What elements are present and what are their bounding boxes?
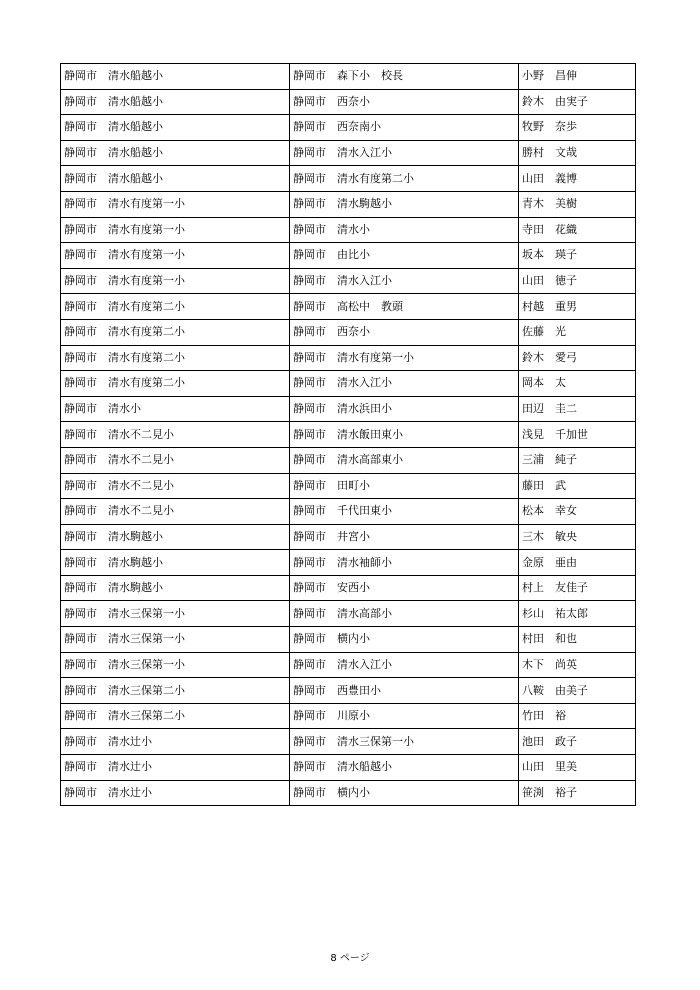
table-row <box>61 729 636 755</box>
person-name-cell: 山田 里美 <box>519 755 636 781</box>
destination-school-cell: 静岡市 清水駒越小 <box>61 575 290 601</box>
table-row <box>61 345 636 371</box>
person-name-cell: 田辺 圭二 <box>519 396 636 422</box>
person-name-cell: 青木 美樹 <box>519 191 636 217</box>
person-name-cell: 木下 尚英 <box>519 652 636 678</box>
origin-school-cell: 静岡市 由比小 <box>290 243 519 269</box>
origin-school-cell: 静岡市 清水入江小 <box>290 652 519 678</box>
table-row <box>61 294 636 320</box>
origin-school-cell: 静岡市 清水有度第二小 <box>290 166 519 192</box>
roster-table-body <box>61 64 636 806</box>
destination-school-cell: 静岡市 清水有度第一小 <box>61 217 290 243</box>
person-name-cell: 浅見 千加世 <box>519 422 636 448</box>
destination-school-cell: 静岡市 清水船越小 <box>61 115 290 141</box>
table-row <box>61 473 636 499</box>
origin-school-cell: 静岡市 清水入江小 <box>290 371 519 397</box>
table-row <box>61 166 636 192</box>
person-name-cell: 笹渕 裕子 <box>519 780 636 806</box>
destination-school-cell: 静岡市 清水三保第一小 <box>61 601 290 627</box>
origin-school-cell: 静岡市 清水小 <box>290 217 519 243</box>
table-row <box>61 115 636 141</box>
page-number: 8 ページ <box>330 953 370 964</box>
destination-school-cell: 静岡市 清水辻小 <box>61 780 290 806</box>
destination-school-cell: 静岡市 清水不二見小 <box>61 473 290 499</box>
origin-school-cell: 静岡市 清水高部東小 <box>290 447 519 473</box>
table-row <box>61 627 636 653</box>
destination-school-cell: 静岡市 清水駒越小 <box>61 524 290 550</box>
person-name-cell: 杉山 祐太郎 <box>519 601 636 627</box>
origin-school-cell: 静岡市 清水船越小 <box>290 755 519 781</box>
person-name-cell: 村上 友佳子 <box>519 575 636 601</box>
destination-school-cell: 静岡市 清水有度第一小 <box>61 268 290 294</box>
destination-school-cell: 静岡市 清水有度第二小 <box>61 371 290 397</box>
destination-school-cell: 静岡市 清水有度第二小 <box>61 345 290 371</box>
table-row <box>61 89 636 115</box>
origin-school-cell: 静岡市 高松中 教頭 <box>290 294 519 320</box>
origin-school-cell: 静岡市 西奈南小 <box>290 115 519 141</box>
roster-table <box>60 63 636 806</box>
person-name-cell: 竹田 裕 <box>519 703 636 729</box>
destination-school-cell: 静岡市 清水不二見小 <box>61 447 290 473</box>
destination-school-cell: 静岡市 清水有度第二小 <box>61 294 290 320</box>
person-name-cell: 藤田 武 <box>519 473 636 499</box>
destination-school-cell: 静岡市 清水船越小 <box>61 166 290 192</box>
person-name-cell: 村越 重男 <box>519 294 636 320</box>
person-name-cell: 寺田 花織 <box>519 217 636 243</box>
person-name-cell: 池田 政子 <box>519 729 636 755</box>
origin-school-cell: 静岡市 清水駒越小 <box>290 191 519 217</box>
origin-school-cell: 静岡市 清水入江小 <box>290 268 519 294</box>
destination-school-cell: 静岡市 清水三保第一小 <box>61 627 290 653</box>
destination-school-cell: 静岡市 清水不二見小 <box>61 422 290 448</box>
origin-school-cell: 静岡市 清水入江小 <box>290 140 519 166</box>
person-name-cell: 鈴木 愛弓 <box>519 345 636 371</box>
person-name-cell: 金原 亜由 <box>519 550 636 576</box>
destination-school-cell: 静岡市 清水有度第一小 <box>61 191 290 217</box>
table-row <box>61 703 636 729</box>
destination-school-cell: 静岡市 清水船越小 <box>61 64 290 90</box>
origin-school-cell: 静岡市 西奈小 <box>290 89 519 115</box>
table-row <box>61 678 636 704</box>
table-row <box>61 780 636 806</box>
table-row <box>61 499 636 525</box>
person-name-cell: 鈴木 由実子 <box>519 89 636 115</box>
destination-school-cell: 静岡市 清水小 <box>61 396 290 422</box>
table-row <box>61 550 636 576</box>
table-row <box>61 652 636 678</box>
table-row <box>61 524 636 550</box>
person-name-cell: 八鞍 由美子 <box>519 678 636 704</box>
table-row <box>61 396 636 422</box>
table-row <box>61 447 636 473</box>
table-row <box>61 217 636 243</box>
destination-school-cell: 静岡市 清水三保第一小 <box>61 652 290 678</box>
origin-school-cell: 静岡市 西奈小 <box>290 319 519 345</box>
destination-school-cell: 静岡市 清水船越小 <box>61 89 290 115</box>
origin-school-cell: 静岡市 田町小 <box>290 473 519 499</box>
person-name-cell: 三浦 純子 <box>519 447 636 473</box>
person-name-cell: 村田 和也 <box>519 627 636 653</box>
origin-school-cell: 静岡市 清水三保第一小 <box>290 729 519 755</box>
table-row <box>61 64 636 90</box>
person-name-cell: 勝村 文哉 <box>519 140 636 166</box>
destination-school-cell: 静岡市 清水駒越小 <box>61 550 290 576</box>
destination-school-cell: 静岡市 清水船越小 <box>61 140 290 166</box>
origin-school-cell: 静岡市 横内小 <box>290 627 519 653</box>
person-name-cell: 松本 幸女 <box>519 499 636 525</box>
table-row <box>61 422 636 448</box>
person-name-cell: 坂本 瑛子 <box>519 243 636 269</box>
origin-school-cell: 静岡市 井宮小 <box>290 524 519 550</box>
origin-school-cell: 静岡市 清水浜田小 <box>290 396 519 422</box>
origin-school-cell: 静岡市 清水有度第一小 <box>290 345 519 371</box>
person-name-cell: 小野 昌伸 <box>519 64 636 90</box>
origin-school-cell: 静岡市 千代田東小 <box>290 499 519 525</box>
person-name-cell: 三木 敏央 <box>519 524 636 550</box>
destination-school-cell: 静岡市 清水三保第二小 <box>61 703 290 729</box>
origin-school-cell: 静岡市 清水高部小 <box>290 601 519 627</box>
table-row <box>61 371 636 397</box>
table-row <box>61 755 636 781</box>
person-name-cell: 岡本 太 <box>519 371 636 397</box>
origin-school-cell: 静岡市 川原小 <box>290 703 519 729</box>
origin-school-cell: 静岡市 森下小 校長 <box>290 64 519 90</box>
origin-school-cell: 静岡市 横内小 <box>290 780 519 806</box>
destination-school-cell: 静岡市 清水辻小 <box>61 729 290 755</box>
person-name-cell: 山田 義博 <box>519 166 636 192</box>
origin-school-cell: 静岡市 西豊田小 <box>290 678 519 704</box>
destination-school-cell: 静岡市 清水三保第二小 <box>61 678 290 704</box>
destination-school-cell: 静岡市 清水辻小 <box>61 755 290 781</box>
origin-school-cell: 静岡市 安西小 <box>290 575 519 601</box>
table-row <box>61 575 636 601</box>
origin-school-cell: 静岡市 清水袖師小 <box>290 550 519 576</box>
table-row <box>61 140 636 166</box>
person-name-cell: 佐藤 光 <box>519 319 636 345</box>
destination-school-cell: 静岡市 清水有度第二小 <box>61 319 290 345</box>
origin-school-cell: 静岡市 清水飯田東小 <box>290 422 519 448</box>
destination-school-cell: 静岡市 清水有度第一小 <box>61 243 290 269</box>
destination-school-cell: 静岡市 清水不二見小 <box>61 499 290 525</box>
table-row <box>61 243 636 269</box>
table-row <box>61 191 636 217</box>
table-row <box>61 601 636 627</box>
table-row <box>61 268 636 294</box>
person-name-cell: 山田 徳子 <box>519 268 636 294</box>
person-name-cell: 牧野 奈歩 <box>519 115 636 141</box>
table-row <box>61 319 636 345</box>
